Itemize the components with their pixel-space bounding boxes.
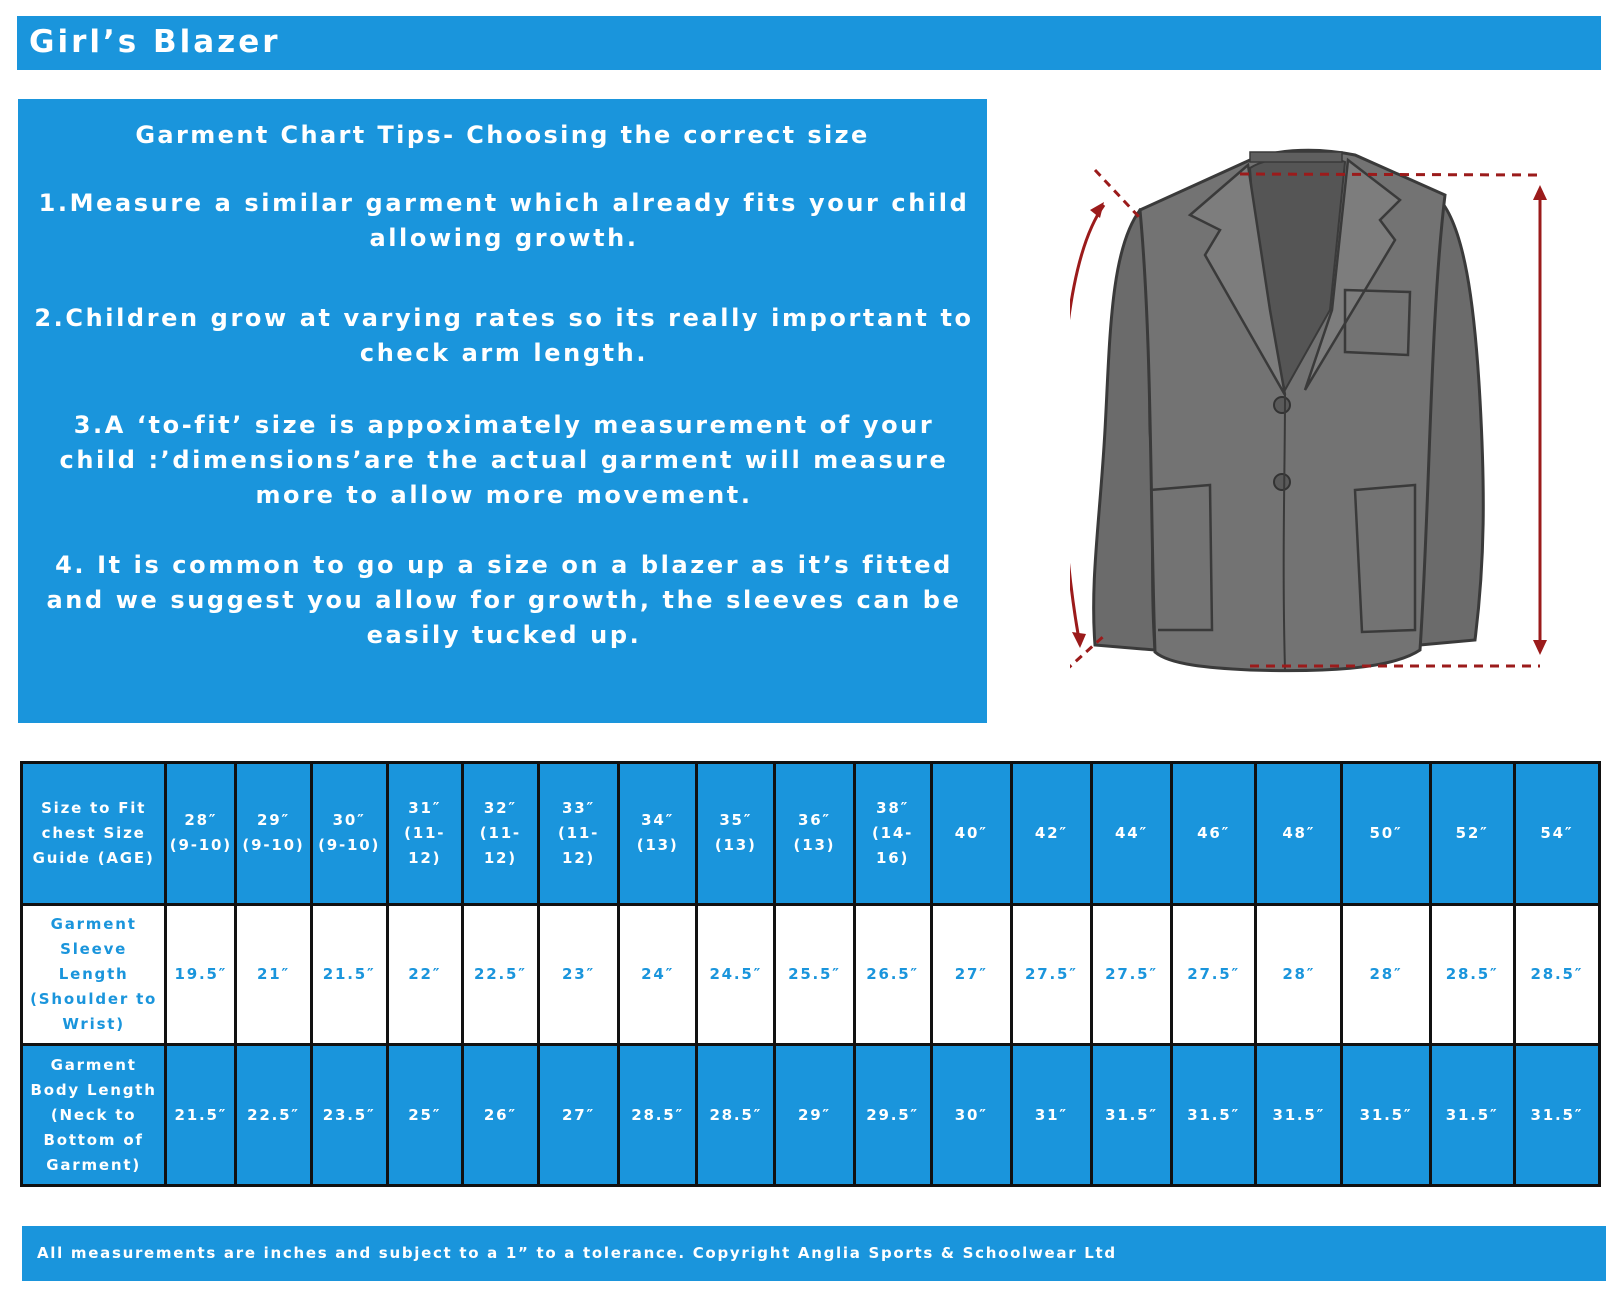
chest-size-value: 52″: [1455, 823, 1489, 842]
body-length-cell: 28.5″: [697, 1045, 775, 1186]
chest-size-cell: [1514, 763, 1599, 905]
body-length-cell: 29.5″: [854, 1045, 931, 1186]
body-length-cell: 27″: [538, 1045, 618, 1186]
chest-size-cell: [387, 763, 462, 905]
title-banner: [17, 16, 1601, 70]
sleeve-length-cell: 22.5″: [462, 904, 538, 1045]
chest-size-cell: [697, 763, 775, 905]
row-header-sleeve: Garment Sleeve Length (Shoulder to Wrist): [22, 904, 166, 1045]
sleeve-length-cell: 27″: [931, 904, 1011, 1045]
chest-size-cell: [1256, 763, 1342, 905]
chest-size-value: 42″: [1034, 823, 1068, 842]
chest-size-value: 54″: [1540, 823, 1574, 842]
chest-size-value: 36″: [797, 811, 831, 830]
sleeve-length-cell: 21″: [236, 904, 311, 1045]
body-length-cell: 21.5″: [166, 1045, 236, 1186]
body-length-cell: 26″: [462, 1045, 538, 1186]
body-length-cell: 23.5″: [311, 1045, 387, 1186]
body-length-cell: 31″: [1011, 1045, 1091, 1186]
chest-size-cell: [1091, 763, 1171, 905]
row-header-chest: Size to Fit chest Size Guide (AGE): [22, 763, 166, 905]
body-length-cell: 31.5″: [1172, 1045, 1256, 1186]
sleeve-length-cell: 27.5″: [1172, 904, 1256, 1045]
body-length-cell: 31.5″: [1430, 1045, 1514, 1186]
body-length-cell: 31.5″: [1091, 1045, 1171, 1186]
chest-size-cell: [1342, 763, 1430, 905]
body-length-cell: 29″: [775, 1045, 854, 1186]
body-length-cell: 31.5″: [1256, 1045, 1342, 1186]
sleeve-length-cell: 25.5″: [775, 904, 854, 1045]
chest-size-cell: [619, 763, 697, 905]
age-range-value: (9-10): [318, 836, 381, 855]
sleeve-length-cell: 28.5″: [1430, 904, 1514, 1045]
sleeve-length-cell: 26.5″: [854, 904, 931, 1045]
footer-banner: [22, 1226, 1606, 1281]
chest-size-cell: [462, 763, 538, 905]
age-range-value: (11-12): [479, 823, 521, 867]
body-length-cell: 30″: [931, 1045, 1011, 1186]
sleeve-length-cell: 27.5″: [1091, 904, 1171, 1045]
chest-size-value: 34″: [641, 811, 675, 830]
age-range-value: (9-10): [169, 836, 232, 855]
chest-size-cell: [166, 763, 236, 905]
chest-size-cell: [1011, 763, 1091, 905]
sleeve-length-cell: 21.5″: [311, 904, 387, 1045]
age-range-value: (9-10): [242, 836, 305, 855]
age-range-value: (13): [714, 836, 757, 855]
sleeve-length-cell: 28″: [1342, 904, 1430, 1045]
chest-size-cell: [775, 763, 854, 905]
chest-size-value: 40″: [954, 823, 988, 842]
chest-size-cell: [1172, 763, 1256, 905]
chest-size-value: 50″: [1369, 823, 1403, 842]
sleeve-length-row: [22, 904, 1600, 1045]
sleeve-length-cell: 28″: [1256, 904, 1342, 1045]
body-length-cell: 22.5″: [236, 1045, 311, 1186]
sleeve-length-cell: 28.5″: [1514, 904, 1599, 1045]
chest-size-value: 46″: [1197, 823, 1231, 842]
chest-size-cell: [538, 763, 618, 905]
tip-4: 4. It is common to go up a size on a blazer as it’s fitted and we suggest you allow for growth, the sleeves can be easily tucked up.: [46, 551, 962, 649]
chest-size-value: 32″: [483, 798, 517, 817]
chest-size-value: 38″: [876, 798, 910, 817]
body-length-row: [22, 1045, 1600, 1186]
age-range-value: (13): [636, 836, 679, 855]
body-length-cell: 28.5″: [619, 1045, 697, 1186]
chest-size-value: 48″: [1282, 823, 1316, 842]
chest-size-value: 31″: [408, 798, 442, 817]
chest-size-cell: [1430, 763, 1514, 905]
sleeve-length-cell: 19.5″: [166, 904, 236, 1045]
chest-size-value: 29″: [256, 811, 290, 830]
sleeve-length-cell: 22″: [387, 904, 462, 1045]
page-title: Girl’s Blazer: [29, 24, 281, 60]
chest-size-value: 33″: [562, 798, 596, 817]
tips-panel: [18, 99, 987, 723]
chest-size-value: 30″: [332, 811, 366, 830]
tips-heading: Garment Chart Tips- Choosing the correct size: [135, 121, 870, 149]
body-length-cell: 25″: [387, 1045, 462, 1186]
sleeve-length-cell: 24″: [619, 904, 697, 1045]
age-range-value: (13): [793, 836, 836, 855]
tip-2: 2.Children grow at varying rates so its really important to check arm length.: [34, 304, 974, 367]
age-range-value: (14-16): [872, 823, 914, 867]
chest-size-cell: [311, 763, 387, 905]
age-range-value: (11-12): [557, 823, 600, 867]
body-length-cell: 31.5″: [1514, 1045, 1599, 1186]
tip-3: 3.A ‘to-fit’ size is appoximately measurement of your child :’dimensions’are the actual garment will measure more to allow more movement.: [59, 411, 949, 509]
size-chart-table: [20, 761, 1601, 1187]
chest-size-cell: [854, 763, 931, 905]
chest-size-row: [22, 763, 1600, 905]
tip-1: 1.Measure a similar garment which already fits your child allowing growth.: [38, 189, 970, 252]
age-range-value: (11-12): [404, 823, 446, 867]
chest-size-value: 35″: [719, 811, 753, 830]
sleeve-length-cell: 24.5″: [697, 904, 775, 1045]
footer-note: All measurements are inches and subject to a 1” to a tolerance. Copyright Anglia Sports & Schoolwear Ltd: [37, 1244, 1117, 1262]
chest-size-value: 44″: [1115, 823, 1148, 842]
chest-size-cell: [236, 763, 311, 905]
sleeve-length-cell: 27.5″: [1011, 904, 1091, 1045]
sleeve-length-cell: 23″: [538, 904, 618, 1045]
chest-size-cell: [931, 763, 1011, 905]
chest-size-value: 28″: [184, 811, 218, 830]
row-header-body: Garment Body Length (Neck to Bottom of Garment): [22, 1045, 166, 1186]
blazer-measurement-diagram: [1070, 140, 1590, 720]
body-length-cell: 31.5″: [1342, 1045, 1430, 1186]
